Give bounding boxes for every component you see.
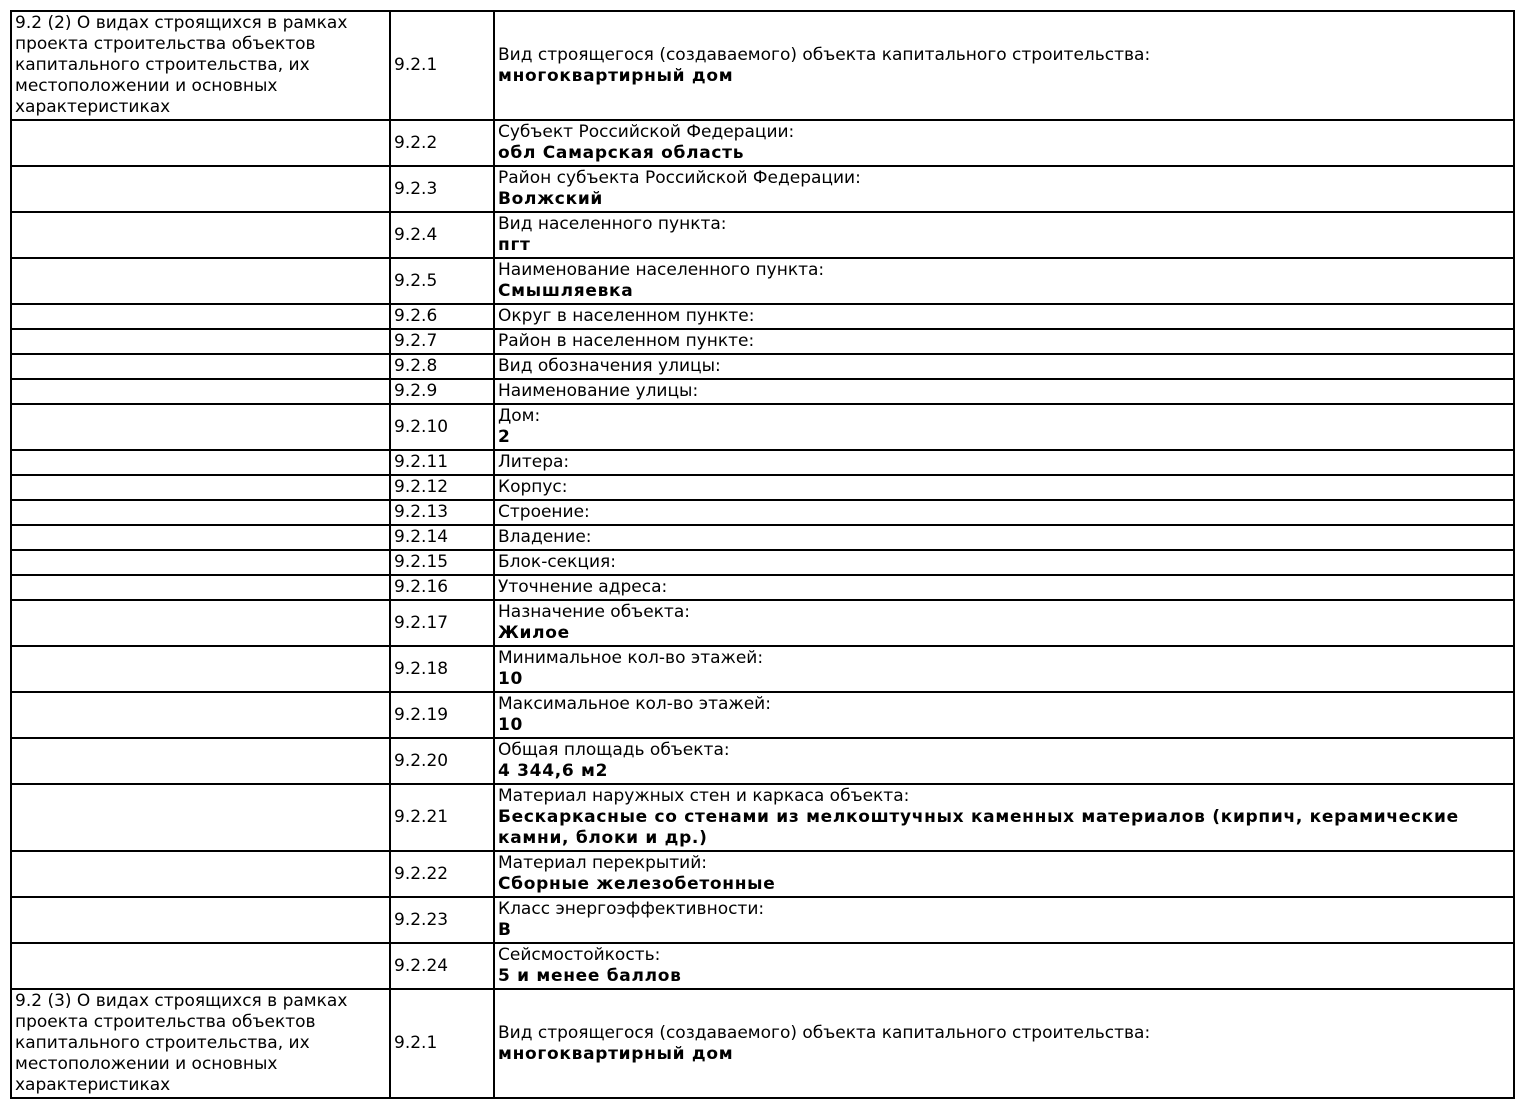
row-number-cell: 9.2.22 [390, 851, 494, 897]
empty-description-cell [11, 450, 390, 475]
table-row [11, 166, 1514, 212]
field-label: Вид строящегося (создаваемого) объекта капитального строительства: [498, 1022, 1151, 1043]
field-label: Назначение объекта: [498, 602, 690, 622]
table-row [11, 212, 1514, 258]
table-row [11, 646, 1514, 692]
row-number-cell: 9.2.17 [390, 600, 494, 646]
row-number-cell: 9.2.18 [390, 646, 494, 692]
table-row [11, 600, 1514, 646]
field-value: Сборные железобетонные [498, 874, 776, 894]
row-number-cell: 9.2.21 [390, 784, 494, 851]
table-row [11, 354, 1514, 379]
field-content-cell [494, 329, 1514, 354]
row-number-cell: 9.2.3 [390, 166, 494, 212]
field-content-cell [494, 354, 1514, 379]
field-content-cell [494, 404, 1514, 450]
empty-description-cell [11, 354, 390, 379]
field-content-cell [494, 989, 1514, 1098]
field-label: Литера: [498, 452, 570, 472]
field-value: обл Самарская область [498, 143, 745, 163]
section-title-cell [11, 11, 390, 120]
table-row [11, 329, 1514, 354]
table-row [11, 851, 1514, 897]
field-label: Дом: [498, 406, 541, 426]
table-row [11, 120, 1514, 166]
empty-description-cell [11, 943, 390, 989]
field-label: Уточнение адреса: [498, 577, 668, 597]
row-number-cell: 9.2.2 [390, 120, 494, 166]
field-content-cell [494, 550, 1514, 575]
field-content-cell [494, 166, 1514, 212]
field-content-cell [494, 525, 1514, 550]
field-value: B [498, 920, 512, 940]
table-row [11, 475, 1514, 500]
empty-description-cell [11, 575, 390, 600]
field-content-cell [494, 646, 1514, 692]
field-content-cell [494, 304, 1514, 329]
field-value: Волжский [498, 189, 604, 209]
field-value: многоквартирный дом [498, 1043, 734, 1064]
field-content-cell [494, 11, 1514, 120]
field-label: Владение: [498, 527, 592, 547]
section-title: 9.2 (2) О видах строящихся в рамках проекта строительства объектов капитального строительства, их местоположении и основных характеристиках [15, 13, 348, 117]
field-content-cell [494, 450, 1514, 475]
empty-description-cell [11, 500, 390, 525]
row-number-cell: 9.2.6 [390, 304, 494, 329]
row-number-cell: 9.2.8 [390, 354, 494, 379]
field-label: Корпус: [498, 477, 568, 497]
declaration-table [10, 10, 1515, 1099]
empty-description-cell [11, 166, 390, 212]
table-row [11, 500, 1514, 525]
row-number-cell: 9.2.5 [390, 258, 494, 304]
empty-description-cell [11, 379, 390, 404]
field-content-cell [494, 379, 1514, 404]
table-row [11, 450, 1514, 475]
table-row [11, 575, 1514, 600]
field-label: Вид строящегося (создаваемого) объекта капитального строительства: [498, 44, 1151, 65]
empty-description-cell [11, 475, 390, 500]
table-row [11, 550, 1514, 575]
field-label: Субъект Российской Федерации: [498, 122, 795, 142]
field-label: Материал перекрытий: [498, 853, 708, 873]
field-label: Район в населенном пункте: [498, 331, 755, 351]
empty-description-cell [11, 404, 390, 450]
table-row [11, 525, 1514, 550]
row-number-cell: 9.2.20 [390, 738, 494, 784]
table-row [11, 738, 1514, 784]
field-value: 4 344,6 м2 [498, 761, 609, 781]
row-number-cell: 9.2.11 [390, 450, 494, 475]
row-number-cell: 9.2.24 [390, 943, 494, 989]
field-label: Общая площадь объекта: [498, 740, 730, 760]
table-row [11, 379, 1514, 404]
field-content-cell [494, 575, 1514, 600]
field-content-cell [494, 692, 1514, 738]
table-row [11, 989, 1514, 1098]
field-label: Сейсмостойкость: [498, 945, 661, 965]
field-content-cell [494, 212, 1514, 258]
empty-description-cell [11, 329, 390, 354]
row-number-cell: 9.2.1 [390, 11, 494, 120]
field-value: Бескаркасные со стенами из мелкоштучных каменных материалов (кирпич, керамические камни, блоки и др.) [498, 807, 1459, 848]
field-label: Строение: [498, 502, 590, 522]
field-label: Округ в населенном пункте: [498, 306, 755, 326]
empty-description-cell [11, 600, 390, 646]
empty-description-cell [11, 525, 390, 550]
table-row [11, 304, 1514, 329]
field-content-cell [494, 943, 1514, 989]
empty-description-cell [11, 258, 390, 304]
row-number-cell: 9.2.19 [390, 692, 494, 738]
row-number-cell: 9.2.15 [390, 550, 494, 575]
table-row [11, 943, 1514, 989]
table-row [11, 897, 1514, 943]
empty-description-cell [11, 851, 390, 897]
table-row [11, 404, 1514, 450]
field-label: Вид населенного пункта: [498, 214, 727, 234]
field-content-cell [494, 784, 1514, 851]
field-content-cell [494, 851, 1514, 897]
field-label: Максимальное кол-во этажей: [498, 694, 771, 714]
empty-description-cell [11, 212, 390, 258]
declaration-table-body [11, 11, 1514, 1098]
row-number-cell: 9.2.7 [390, 329, 494, 354]
field-content-cell [494, 120, 1514, 166]
field-content-cell [494, 500, 1514, 525]
field-label: Минимальное кол-во этажей: [498, 648, 764, 668]
section-title-cell [11, 989, 390, 1098]
field-content-cell [494, 475, 1514, 500]
field-value: Смышляевка [498, 281, 634, 301]
field-label: Блок-секция: [498, 552, 616, 572]
field-value: 10 [498, 715, 524, 735]
field-content-cell [494, 258, 1514, 304]
table-row [11, 258, 1514, 304]
empty-description-cell [11, 784, 390, 851]
field-label: Наименование улицы: [498, 381, 699, 401]
empty-description-cell [11, 897, 390, 943]
field-value: 2 [498, 427, 511, 447]
table-row [11, 692, 1514, 738]
empty-description-cell [11, 550, 390, 575]
row-number-cell: 9.2.10 [390, 404, 494, 450]
row-number-cell: 9.2.12 [390, 475, 494, 500]
row-number-cell: 9.2.23 [390, 897, 494, 943]
row-number-cell: 9.2.4 [390, 212, 494, 258]
field-value: многоквартирный дом [498, 65, 734, 86]
field-content-cell [494, 600, 1514, 646]
row-number-cell: 9.2.9 [390, 379, 494, 404]
table-row [11, 11, 1514, 120]
field-value: Жилое [498, 623, 570, 643]
field-label: Наименование населенного пункта: [498, 260, 825, 280]
empty-description-cell [11, 692, 390, 738]
empty-description-cell [11, 120, 390, 166]
field-label: Район субъекта Российской Федерации: [498, 168, 861, 188]
empty-description-cell [11, 304, 390, 329]
field-value: 10 [498, 669, 524, 689]
field-content-cell [494, 897, 1514, 943]
field-content-cell [494, 738, 1514, 784]
field-label: Материал наружных стен и каркаса объекта: [498, 786, 910, 806]
row-number-cell: 9.2.16 [390, 575, 494, 600]
field-label: Вид обозначения улицы: [498, 356, 721, 376]
row-number-cell: 9.2.1 [390, 989, 494, 1098]
section-title: 9.2 (3) О видах строящихся в рамках проекта строительства объектов капитального строительства, их местоположении и основных характеристиках [15, 991, 348, 1095]
empty-description-cell [11, 646, 390, 692]
row-number-cell: 9.2.14 [390, 525, 494, 550]
empty-description-cell [11, 738, 390, 784]
table-row [11, 784, 1514, 851]
field-label: Класс энергоэффективности: [498, 899, 765, 919]
field-value: пгт [498, 235, 531, 255]
row-number-cell: 9.2.13 [390, 500, 494, 525]
field-value: 5 и менее баллов [498, 966, 682, 986]
